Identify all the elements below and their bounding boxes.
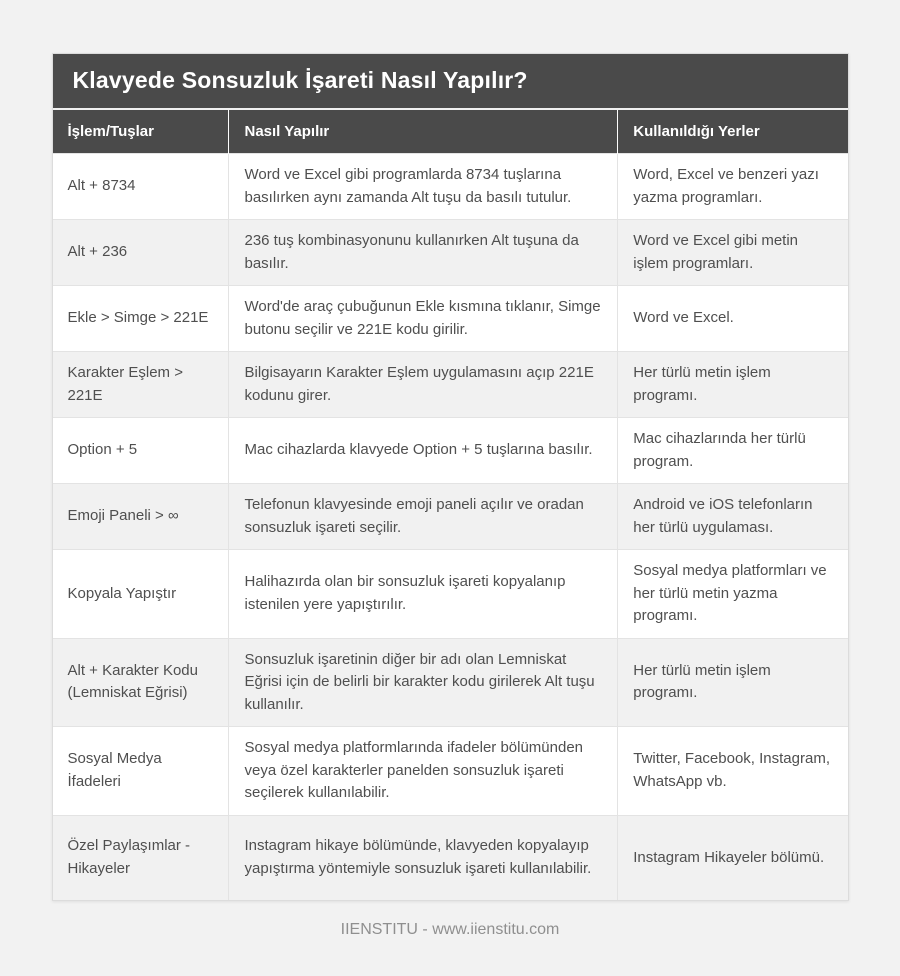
cell-where: Twitter, Facebook, Instagram, WhatsApp vb. [618,727,848,816]
cell-keys: Özel Paylaşımlar - Hikayeler [53,815,229,900]
table-body [53,154,848,901]
table-row [53,286,848,352]
footer-credit: IIENSTITU - www.iienstitu.com [340,921,560,938]
cell-where: Word, Excel ve benzeri yazı yazma programları. [618,154,848,220]
table-row [53,815,848,900]
cell-keys: Alt + 236 [53,220,229,286]
table-row [53,154,848,220]
cell-how: Word ve Excel gibi programlarda 8734 tuşlarına basılırken aynı zamanda Alt tuşu da basılı tutulur. [229,154,618,220]
cell-how: Bilgisayarın Karakter Eşlem uygulamasını açıp 221E kodunu girer. [229,352,618,418]
infographic-card [52,53,849,901]
cell-where: Her türlü metin işlem programı. [618,638,848,727]
table-row [53,727,848,816]
page-title: Klavyede Sonsuzluk İşareti Nasıl Yapılır? [53,54,848,110]
infinity-methods-table [53,110,848,900]
table-row [53,638,848,727]
cell-how: Instagram hikaye bölümünde, klavyeden kopyalayıp yapıştırma yöntemiyle sonsuzluk işareti kullanılabilir. [229,815,618,900]
cell-how: Word'de araç çubuğunun Ekle kısmına tıklanır, Simge butonu seçilir ve 221E kodu girilir. [229,286,618,352]
cell-where: Word ve Excel. [618,286,848,352]
cell-how: 236 tuş kombinasyonunu kullanırken Alt tuşuna da basılır. [229,220,618,286]
cell-where: Mac cihazlarında her türlü program. [618,418,848,484]
cell-where: Her türlü metin işlem programı. [618,352,848,418]
cell-keys: Alt + 8734 [53,154,229,220]
cell-keys: Alt + Karakter Kodu (Lemniskat Eğrisi) [53,638,229,727]
column-header-how: Nasıl Yapılır [229,110,618,154]
column-header-keys: İşlem/Tuşlar [53,110,229,154]
cell-how: Sonsuzluk işaretinin diğer bir adı olan Lemniskat Eğrisi için de belirli bir karakter kodu girilerek Alt tuşu kullanılır. [229,638,618,727]
table-row [53,550,848,639]
table-row [53,220,848,286]
cell-keys: Option + 5 [53,418,229,484]
cell-where: Android ve iOS telefonların her türlü uygulaması. [618,484,848,550]
table-header [53,110,848,154]
cell-how: Sosyal medya platformlarında ifadeler bölümünden veya özel karakterler panelden sonsuzluk işareti seçilerek kullanılabilir. [229,727,618,816]
cell-keys: Karakter Eşlem > 221E [53,352,229,418]
cell-where: Word ve Excel gibi metin işlem programları. [618,220,848,286]
table-row [53,352,848,418]
table-row [53,484,848,550]
cell-how: Telefonun klavyesinde emoji paneli açılır ve oradan sonsuzluk işareti seçilir. [229,484,618,550]
cell-where: Sosyal medya platformları ve her türlü metin yazma programı. [618,550,848,639]
cell-how: Halihazırda olan bir sonsuzluk işareti kopyalanıp istenilen yere yapıştırılır. [229,550,618,639]
cell-keys: Ekle > Simge > 221E [53,286,229,352]
cell-where: Instagram Hikayeler bölümü. [618,815,848,900]
cell-keys: Emoji Paneli > ∞ [53,484,229,550]
cell-keys: Kopyala Yapıştır [53,550,229,639]
column-header-where: Kullanıldığı Yerler [618,110,848,154]
cell-keys: Sosyal Medya İfadeleri [53,727,229,816]
cell-how: Mac cihazlarda klavyede Option + 5 tuşlarına basılır. [229,418,618,484]
table-row [53,418,848,484]
